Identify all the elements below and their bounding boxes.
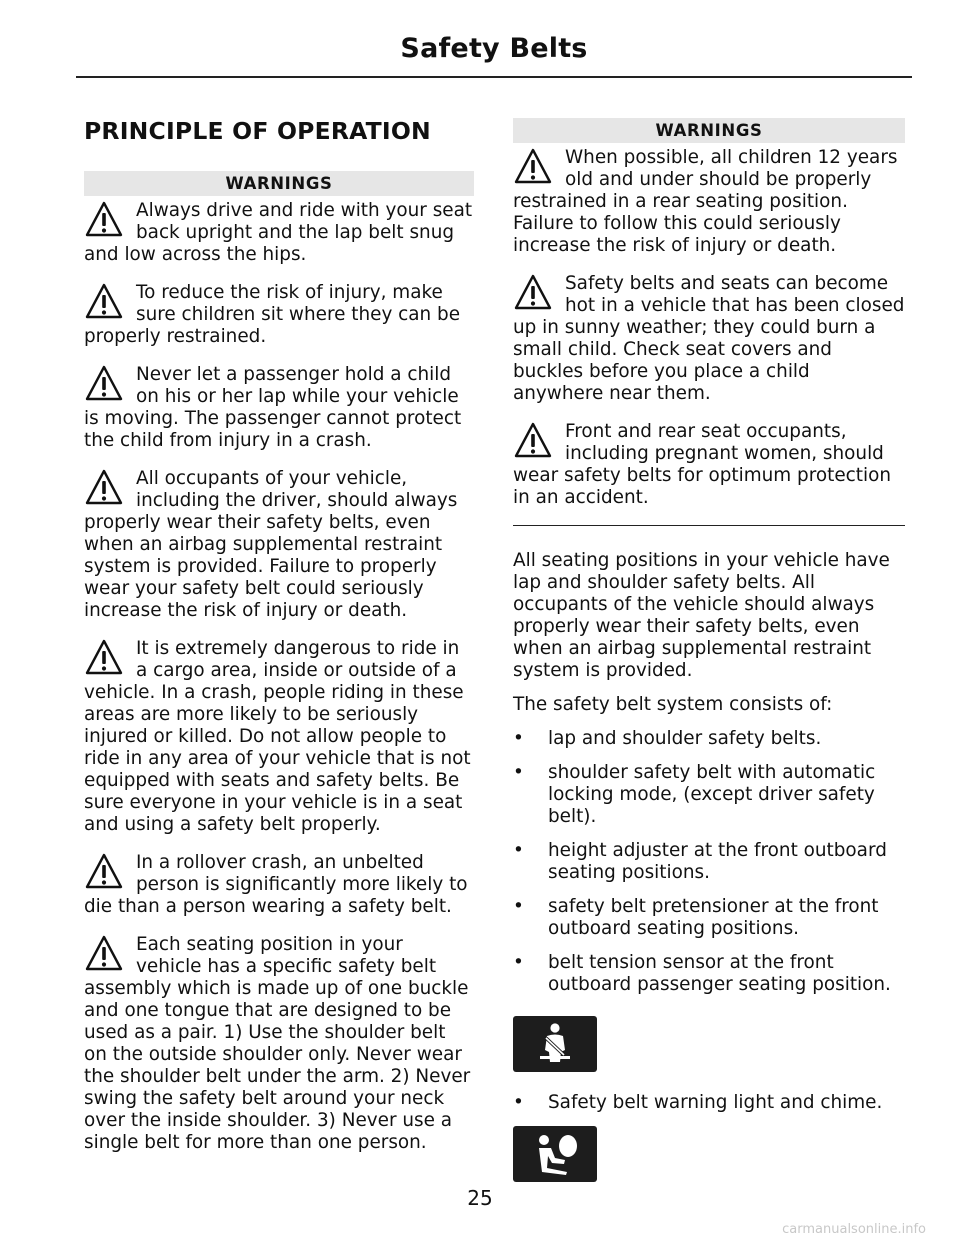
list-item: • belt tension sensor at the front outboard passenger seating position. (513, 952, 891, 995)
list-item: • lap and shoulder safety belts. (513, 728, 822, 749)
warning-triangle-icon (513, 147, 553, 185)
seatbelt-indicator-icon (513, 1016, 597, 1072)
page-title: Safety Belts (400, 33, 588, 64)
warning-text: In a rollover crash, an unbelted person is significantly more likely to die than a person wearing a safety belt. (84, 852, 468, 917)
warning-item (84, 200, 474, 266)
warning-text: Always drive and ride with your seat back upright and the lap belt snug and low across the hips. (84, 200, 473, 265)
warning-triangle-icon (84, 468, 124, 506)
warning-text: It is extremely dangerous to ride in a cargo area, inside or outside of a vehicle. In a crash, people riding in these areas are more likely to be seriously injured or killed. Do not allow people to ride in any area of your vehicle that is not equipped with seats and safety belts. Be sure everyone in your vehicle is in a seat and using a safety belt properly. (84, 638, 471, 835)
section-title: PRINCIPLE OF OPERATION (84, 117, 431, 145)
warning-item (84, 468, 474, 622)
right-column (513, 118, 905, 1202)
warning-item (84, 934, 474, 1154)
warning-light-list (513, 1092, 905, 1114)
bullet-point: • (513, 952, 524, 973)
warning-item (84, 852, 474, 918)
warning-triangle-icon (513, 273, 553, 311)
airbag-indicator-icon (513, 1126, 597, 1182)
warning-triangle-icon (84, 934, 124, 972)
warning-triangle-icon (84, 638, 124, 676)
warning-triangle-icon (84, 852, 124, 890)
list-item: • safety belt pretensioner at the front outboard seating positions. (513, 896, 879, 939)
warning-item (513, 421, 905, 509)
bullet-point: • (513, 728, 524, 749)
watermark: carmanualsonline.info (782, 1222, 926, 1237)
bullet-point: • (513, 762, 524, 783)
warnings-header: WARNINGS (84, 171, 474, 196)
warning-triangle-icon (513, 421, 553, 459)
intro-paragraph: All seating positions in your vehicle have lap and shoulder safety belts. All occupants of the vehicle should always properly wear their safety belts, even when an airbag supplemental restraint system is provided. (513, 550, 890, 681)
list-item: • height adjuster at the front outboard seating positions. (513, 840, 887, 883)
warning-triangle-icon (84, 282, 124, 320)
warning-item (84, 282, 474, 348)
bullet-point: • (513, 840, 524, 861)
system-components-list (513, 728, 905, 996)
warning-text: All occupants of your vehicle, including the driver, should always properly wear their safety belts, even when an airbag supplemental restraint system is provided. Failure to properly wear your safety belt could seriously increase the risk of injury or death. (84, 468, 458, 621)
bullet-point: • (513, 896, 524, 917)
warning-triangle-icon (84, 364, 124, 402)
warning-item (513, 147, 905, 257)
warning-item (84, 364, 474, 452)
warning-text: To reduce the risk of injury, make sure children sit where they can be properly restrained. (84, 282, 461, 347)
list-item: • Safety belt warning light and chime. (513, 1092, 883, 1113)
page-number: 25 (467, 1186, 493, 1210)
warning-item (84, 638, 474, 836)
warning-text: When possible, all children 12 years old and under should be properly restrained in a rear seating position. Failure to follow this could seriously increase the risk of injury or death. (513, 147, 898, 256)
left-column (84, 112, 474, 1170)
warning-text: Each seating position in your vehicle has a specific safety belt assembly which is made up of one buckle and one tongue that are designed to be used as a pair. 1) Use the shoulder belt on the outside shoulder only. Never wear the shoulder belt under the arm. 2) Never swing the safety belt around your neck over the inside shoulder. 3) Never use a single belt for more than one person. (84, 934, 471, 1153)
warning-text: Never let a passenger hold a child on his or her lap while your vehicle is moving. The passenger cannot protect the child from injury in a crash. (84, 364, 462, 451)
warning-text: Front and rear seat occupants, including pregnant women, should wear safety belts for optimum protection in an accident. (513, 421, 892, 508)
warning-triangle-icon (84, 200, 124, 238)
warning-item (513, 273, 905, 405)
warning-text: Safety belts and seats can become hot in a vehicle that has been closed up in sunny weather; they could burn a small child. Check seat covers and buckles before you place a child anywhere near them. (513, 273, 905, 404)
warnings-header: WARNINGS (513, 118, 905, 143)
list-item: • shoulder safety belt with automatic locking mode, (except driver safety belt). (513, 762, 876, 827)
system-intro: The safety belt system consists of: (513, 694, 833, 715)
page-header (76, 26, 912, 78)
bullet-point: • (513, 1092, 524, 1113)
section-divider (513, 525, 905, 526)
